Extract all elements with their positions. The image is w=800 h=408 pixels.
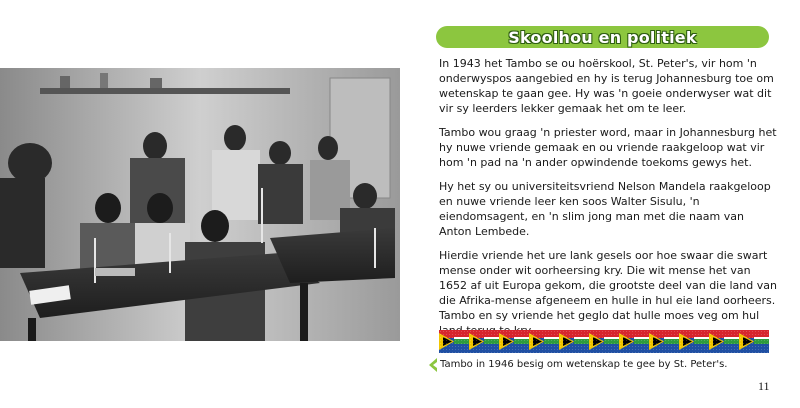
section-heading-banner: [436, 26, 769, 48]
paragraph-2: Tambo wou graag 'n priester word, maar in Johannesburg het hy nuwe vriende gemaak en ou vriende raakgeloop wat vir hom 'n pad na 'n ander opwindende toekoms gewys het.: [439, 126, 777, 169]
page-number: 11: [758, 379, 770, 393]
section-heading: Skoolhou en politiek: [508, 27, 697, 47]
beadwork-border: [439, 330, 769, 353]
classroom-photo-drawing: [0, 68, 400, 341]
chevron-left-icon: [429, 358, 437, 372]
paragraph-4: Hierdie vriende het ure lank gesels oor hoe swaar die swart mense onder wit oorheersing kry. Die wit mense het van 1652 af uit Europa gekom, die grootste deel van die land van die Afrika-mense afgeneem en hulle in hul eie land oorheers. Tambo en sy vriende het geglo dat hulle moes veg om hul: [439, 249, 777, 322]
classroom-photo: [0, 68, 400, 341]
body-text: [439, 56, 777, 347]
photo-caption: Tambo in 1946 besig om wetenskap te gee by St. Peter's.: [440, 359, 728, 370]
paragraph-1: In 1943 het Tambo se ou hoërskool, St. Peter's, vir hom 'n onderwyspos aangebied en hy is terug Johannesburg toe om wetenskap te gaan gee. Hy was 'n goeie onderwyser wat dit vir sy leerders lekker gemaak het om te leer.: [439, 57, 774, 115]
paragraph-3: Hy het sy ou universiteitsvriend Nelson Mandela raakgeloop en nuwe vriende leer ken soos Walter Sisulu, 'n eiendomsagent, en 'n slim jong man met die naam van Anton Lembede.: [439, 180, 771, 238]
